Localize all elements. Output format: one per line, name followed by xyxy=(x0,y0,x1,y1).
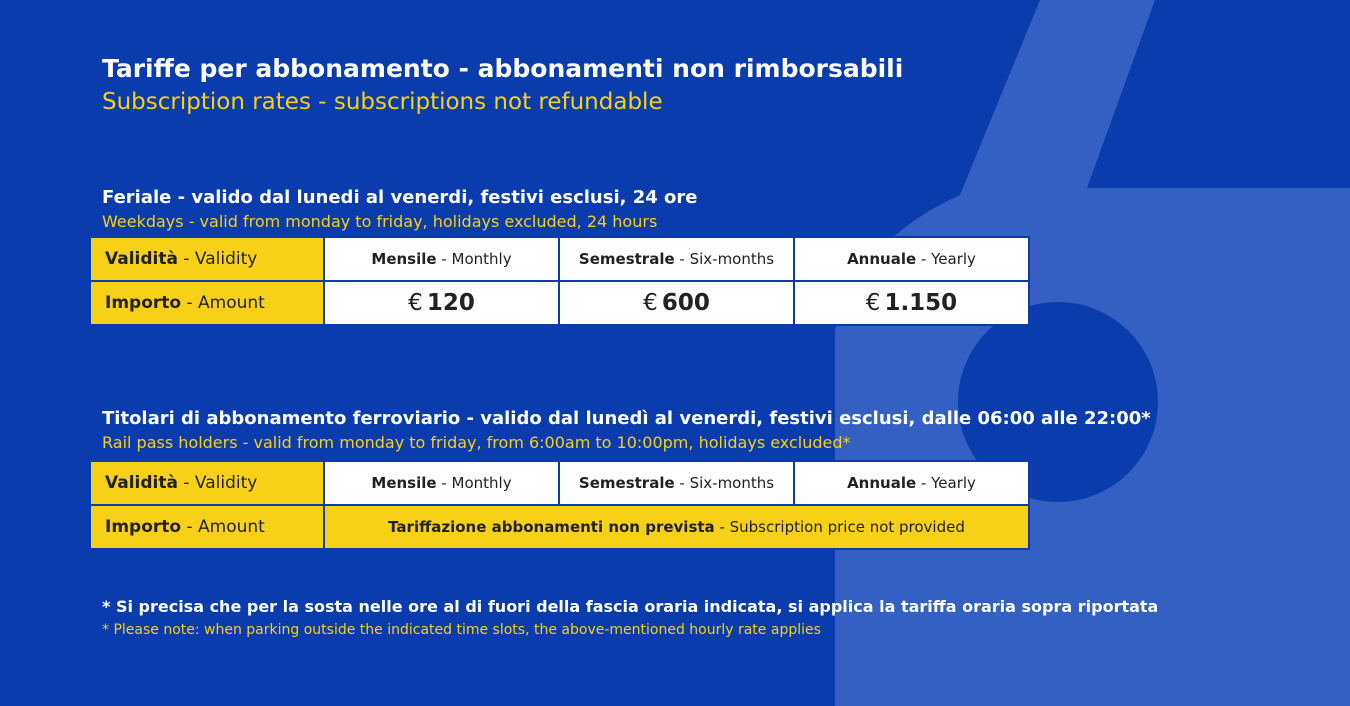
yearly-header-cell xyxy=(794,237,1029,281)
validity-label-it: Validità xyxy=(105,249,178,269)
monthly-price-cell xyxy=(324,281,559,325)
amount-label-cell xyxy=(90,281,324,325)
six-months-price-cell xyxy=(559,281,794,325)
yearly-header-cell xyxy=(794,461,1029,505)
monthly-header-cell xyxy=(324,461,559,505)
monthly-label-en: - Monthly xyxy=(436,474,512,492)
validity-row xyxy=(90,461,1029,505)
section1-subtitle: Weekdays - valid from monday to friday, holidays excluded, 24 hours xyxy=(102,212,658,231)
amount-label-it: Importo xyxy=(105,517,182,537)
monthly-header-cell xyxy=(324,237,559,281)
validity-label-cell xyxy=(90,237,324,281)
six-months-label-en: - Six-months xyxy=(674,474,775,492)
page-title: Tariffe per abbonamento - abbonamenti non rimborsabili xyxy=(102,54,904,83)
validity-label-it: Validità xyxy=(105,473,178,493)
amount-label-cell xyxy=(90,505,324,549)
six-months-label-it: Semestrale xyxy=(578,250,675,268)
yearly-label-en: - Yearly xyxy=(916,474,976,492)
amount-row xyxy=(90,281,1029,325)
yearly-label-it: Annuale xyxy=(847,474,917,492)
amount-label-en: - Amount xyxy=(181,517,265,537)
validity-label-en: - Validity xyxy=(177,249,258,269)
section1-title: Feriale - valido dal lunedi al venerdi, festivi esclusi, 24 ore xyxy=(102,187,698,208)
yearly-price-cell xyxy=(794,281,1029,325)
six-months-header-cell xyxy=(559,461,794,505)
rail-pass-rates-table xyxy=(89,460,1030,550)
price-not-provided-cell xyxy=(324,505,1029,549)
currency-symbol: € xyxy=(865,290,881,316)
six-months-label-en: - Six-months xyxy=(674,250,775,268)
six-months-label-it: Semestrale xyxy=(578,474,675,492)
page-subtitle: Subscription rates - subscriptions not refundable xyxy=(102,89,663,115)
yearly-price: 1.150 xyxy=(884,290,958,316)
six-months-header-cell xyxy=(559,237,794,281)
section2-title: Titolari di abbonamento ferroviario - valido dal lunedì al venerdi, festivi esclusi, dalle 06:00 alle 22:00* xyxy=(102,408,1151,429)
six-months-price: 600 xyxy=(661,290,710,316)
yearly-label-en: - Yearly xyxy=(916,250,976,268)
yearly-label-it: Annuale xyxy=(847,250,917,268)
price-note-en: - Subscription price not provided xyxy=(714,518,965,536)
amount-row xyxy=(90,505,1029,549)
footnote-it: * Si precisa che per la sosta nelle ore al di fuori della fascia oraria indicata, si applica la tariffa oraria sopra riportata xyxy=(102,597,1159,616)
section2-subtitle: Rail pass holders - valid from monday to friday, from 6:00am to 10:00pm, holidays excluded* xyxy=(102,433,851,452)
amount-label-en: - Amount xyxy=(181,293,265,313)
footnote-en: * Please note: when parking outside the indicated time slots, the above-mentioned hourly rate applies xyxy=(102,622,821,638)
currency-symbol: € xyxy=(408,290,423,316)
price-note-it: Tariffazione abbonamenti non prevista xyxy=(388,518,715,536)
validity-row xyxy=(90,237,1029,281)
validity-label-en: - Validity xyxy=(177,473,258,493)
weekday-rates-table xyxy=(89,236,1030,326)
monthly-label-it: Mensile xyxy=(371,250,437,268)
monthly-label-it: Mensile xyxy=(371,474,437,492)
monthly-price: 120 xyxy=(426,290,475,316)
validity-label-cell xyxy=(90,461,324,505)
monthly-label-en: - Monthly xyxy=(436,250,512,268)
amount-label-it: Importo xyxy=(105,293,182,313)
currency-symbol: € xyxy=(643,290,658,316)
